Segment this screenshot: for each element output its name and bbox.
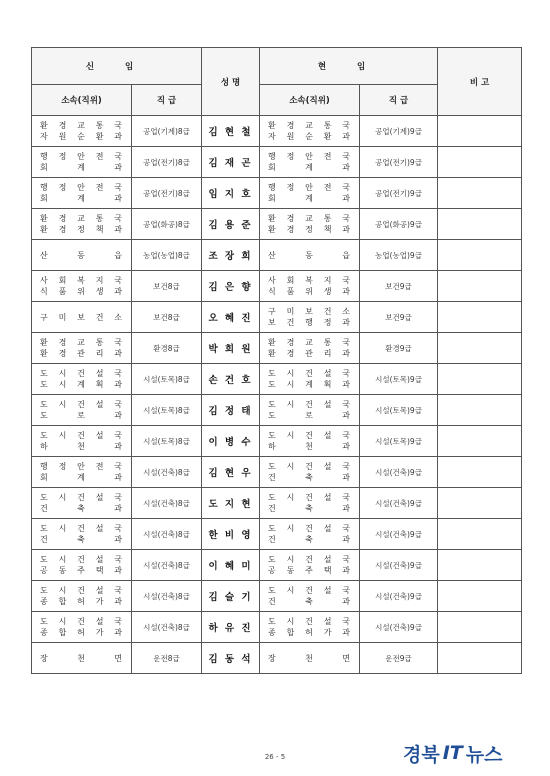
new-dept-cell-line: 장 천 면 xyxy=(40,653,123,663)
new-dept-cell-line: 행 정 안 전 국 xyxy=(40,152,123,161)
current-grade-cell: 보건9급 xyxy=(360,302,438,333)
new-grade-cell: 운전8급 xyxy=(132,643,202,674)
current-position-header: 현 임 xyxy=(260,48,438,85)
new-dept-cell-line: 도 시 건 설 국 xyxy=(40,493,123,502)
new-dept-cell xyxy=(32,550,132,581)
current-dept-cell-line: 회 계 과 xyxy=(268,163,352,172)
current-dept-cell xyxy=(260,395,360,426)
new-dept-cell-line: 식 품 위 생 과 xyxy=(40,287,123,296)
new-dept-cell-line: 사 회 복 지 국 xyxy=(40,276,123,285)
current-dept-cell-line: 환 경 교 통 국 xyxy=(268,214,352,223)
current-dept-cell xyxy=(260,612,360,643)
name-cell: 오 혜 진 xyxy=(202,302,260,333)
current-dept-cell-line: 도 시 계 획 과 xyxy=(268,380,352,389)
remark-cell xyxy=(438,147,522,178)
current-dept-cell xyxy=(260,550,360,581)
remark-cell xyxy=(438,209,522,240)
remark-cell xyxy=(438,271,522,302)
current-dept-cell-line: 환 경 교 통 국 xyxy=(268,338,352,347)
remark-cell xyxy=(438,612,522,643)
new-dept-cell xyxy=(32,116,132,147)
table-row xyxy=(32,364,522,395)
new-dept-cell-line: 환 경 교 통 국 xyxy=(40,214,123,223)
new-grade-cell: 시설(건축)8급 xyxy=(132,550,202,581)
new-position-header: 신 임 xyxy=(32,48,202,85)
new-dept-cell-line: 공 동 주 택 과 xyxy=(40,566,123,575)
new-dept-cell-line: 건 축 과 xyxy=(40,535,123,544)
remark-cell xyxy=(438,581,522,612)
current-dept-cell xyxy=(260,178,360,209)
current-grade-header: 직 급 xyxy=(360,85,438,116)
current-dept-cell xyxy=(260,364,360,395)
personnel-table xyxy=(31,47,522,674)
new-dept-cell-line: 자 원 순 환 과 xyxy=(40,132,123,141)
new-dept-cell-line: 도 시 건 설 국 xyxy=(40,400,123,409)
new-grade-cell: 보건8급 xyxy=(132,302,202,333)
new-grade-cell: 공업(화공)8급 xyxy=(132,209,202,240)
current-dept-cell xyxy=(260,426,360,457)
current-dept-cell-line: 하 천 과 xyxy=(268,442,352,451)
logo-text-right: 뉴스 xyxy=(465,743,503,766)
new-dept-cell-line: 도 시 건 설 국 xyxy=(40,369,123,378)
current-dept-cell-line: 공 동 주 택 과 xyxy=(268,566,352,575)
current-dept-cell-line: 환 경 관 리 과 xyxy=(268,349,352,358)
current-dept-cell-line: 도 시 건 설 국 xyxy=(268,555,352,564)
new-dept-cell-line: 건 축 과 xyxy=(40,504,123,513)
current-dept-cell xyxy=(260,488,360,519)
table-row xyxy=(32,240,522,271)
remark-cell xyxy=(438,240,522,271)
new-dept-cell-line: 도 시 건 설 국 xyxy=(40,431,123,440)
current-grade-cell: 공업(전기)9급 xyxy=(360,147,438,178)
current-dept-cell-line: 행 정 안 전 국 xyxy=(268,183,352,192)
current-dept-cell-line: 건 축 과 xyxy=(268,597,352,606)
current-dept-cell-line: 환 경 교 통 국 xyxy=(268,121,352,130)
name-cell: 이 혜 미 xyxy=(202,550,260,581)
table-row xyxy=(32,457,522,488)
new-dept-cell-line: 회 계 과 xyxy=(40,194,123,203)
remark-cell xyxy=(438,457,522,488)
current-dept-cell-line: 도 시 건 설 국 xyxy=(268,462,352,471)
current-grade-cell: 시설(건축)9급 xyxy=(360,457,438,488)
current-dept-cell xyxy=(260,643,360,674)
new-dept-cell-line: 도 시 건 설 국 xyxy=(40,617,123,626)
name-cell: 도 지 현 xyxy=(202,488,260,519)
table-row xyxy=(32,426,522,457)
current-dept-cell-line: 건 축 과 xyxy=(268,473,352,482)
table-row xyxy=(32,147,522,178)
name-cell: 김 동 석 xyxy=(202,643,260,674)
current-dept-cell-line: 자 원 순 환 과 xyxy=(268,132,352,141)
new-dept-cell xyxy=(32,643,132,674)
new-dept-cell-line: 도 시 건 설 국 xyxy=(40,586,123,595)
current-dept-cell-line: 보 건 행 정 과 xyxy=(268,318,352,327)
new-dept-cell-line: 환 경 관 리 과 xyxy=(40,349,123,358)
new-dept-cell-line: 도 시 건 설 국 xyxy=(40,555,123,564)
current-dept-cell-line: 건 축 과 xyxy=(268,535,352,544)
current-grade-cell: 시설(건축)9급 xyxy=(360,550,438,581)
current-grade-cell: 시설(건축)9급 xyxy=(360,519,438,550)
new-grade-cell: 공업(전기)8급 xyxy=(132,178,202,209)
remark-cell xyxy=(438,395,522,426)
new-dept-cell xyxy=(32,147,132,178)
remark-cell xyxy=(438,643,522,674)
new-dept-cell xyxy=(32,426,132,457)
current-dept-cell-line: 사 회 복 지 국 xyxy=(268,276,352,285)
current-dept-cell xyxy=(260,209,360,240)
new-dept-cell-line: 종 합 허 가 과 xyxy=(40,597,123,606)
current-dept-cell-line: 도 시 건 설 국 xyxy=(268,524,352,533)
current-grade-cell: 공업(화공)9급 xyxy=(360,209,438,240)
current-dept-cell-line: 도 시 건 설 국 xyxy=(268,617,352,626)
current-dept-cell xyxy=(260,519,360,550)
current-dept-cell xyxy=(260,116,360,147)
new-dept-cell xyxy=(32,488,132,519)
current-dept-cell xyxy=(260,457,360,488)
new-dept-cell-line: 도 로 과 xyxy=(40,411,123,420)
new-dept-cell-line: 도 시 계 획 과 xyxy=(40,380,123,389)
table-row xyxy=(32,209,522,240)
current-dept-cell-line: 도 시 건 설 국 xyxy=(268,431,352,440)
current-dept-cell xyxy=(260,240,360,271)
name-cell: 김 재 곤 xyxy=(202,147,260,178)
remark-cell xyxy=(438,302,522,333)
new-dept-cell xyxy=(32,271,132,302)
new-grade-cell: 시설(건축)8급 xyxy=(132,457,202,488)
new-grade-cell: 시설(건축)8급 xyxy=(132,612,202,643)
name-cell: 김 슬 기 xyxy=(202,581,260,612)
new-grade-cell: 시설(건축)8급 xyxy=(132,581,202,612)
current-grade-cell: 시설(토목)9급 xyxy=(360,426,438,457)
table-row xyxy=(32,116,522,147)
remarks-header: 비 고 xyxy=(438,48,522,116)
current-grade-cell: 환경9급 xyxy=(360,333,438,364)
name-cell: 김 정 태 xyxy=(202,395,260,426)
new-dept-cell xyxy=(32,302,132,333)
new-dept-cell xyxy=(32,178,132,209)
new-dept-cell-line: 도 시 건 설 국 xyxy=(40,524,123,533)
remark-cell xyxy=(438,519,522,550)
new-dept-cell xyxy=(32,209,132,240)
page-number: 26 - 5 xyxy=(264,753,286,761)
name-cell: 김 용 준 xyxy=(202,209,260,240)
current-grade-cell: 공업(기계)9급 xyxy=(360,116,438,147)
new-grade-cell: 시설(토목)8급 xyxy=(132,426,202,457)
table-row xyxy=(32,395,522,426)
current-dept-cell xyxy=(260,333,360,364)
remark-cell xyxy=(438,550,522,581)
table-body xyxy=(32,116,522,674)
current-dept-cell-line: 도 시 건 설 국 xyxy=(268,369,352,378)
table-row xyxy=(32,643,522,674)
name-cell: 손 건 호 xyxy=(202,364,260,395)
table-row xyxy=(32,612,522,643)
new-dept-header: 소속(직위) xyxy=(32,85,132,116)
new-grade-cell: 시설(토목)8급 xyxy=(132,395,202,426)
name-header: 성 명 xyxy=(202,48,260,116)
current-dept-cell xyxy=(260,147,360,178)
table-row xyxy=(32,302,522,333)
current-dept-cell-line: 건 축 과 xyxy=(268,504,352,513)
current-dept-cell-line: 행 정 안 전 국 xyxy=(268,152,352,161)
table-row xyxy=(32,550,522,581)
new-dept-cell-line: 회 계 과 xyxy=(40,473,123,482)
remark-cell xyxy=(438,364,522,395)
name-cell: 하 유 진 xyxy=(202,612,260,643)
remark-cell xyxy=(438,488,522,519)
current-grade-cell: 시설(건축)9급 xyxy=(360,488,438,519)
news-logo xyxy=(403,740,543,766)
new-dept-cell-line: 하 천 과 xyxy=(40,442,123,451)
new-grade-cell: 시설(건축)8급 xyxy=(132,519,202,550)
current-dept-cell-line: 회 계 과 xyxy=(268,194,352,203)
table-row xyxy=(32,333,522,364)
current-dept-cell-line: 구 미 보 건 소 xyxy=(268,307,352,316)
new-grade-header: 직 급 xyxy=(132,85,202,116)
current-dept-cell xyxy=(260,271,360,302)
new-dept-cell-line: 구 미 보 건 소 xyxy=(40,312,123,322)
remark-cell xyxy=(438,333,522,364)
new-dept-cell xyxy=(32,519,132,550)
current-dept-cell-line: 도 시 건 설 국 xyxy=(268,586,352,595)
logo-text-it: IT xyxy=(442,742,463,764)
new-grade-cell: 시설(건축)8급 xyxy=(132,488,202,519)
new-grade-cell: 공업(전기)8급 xyxy=(132,147,202,178)
name-cell: 조 장 희 xyxy=(202,240,260,271)
new-dept-cell-line: 환 경 교 통 국 xyxy=(40,338,123,347)
new-grade-cell: 공업(기계)8급 xyxy=(132,116,202,147)
name-cell: 김 현 철 xyxy=(202,116,260,147)
current-grade-cell: 공업(전기)9급 xyxy=(360,178,438,209)
name-cell: 한 비 영 xyxy=(202,519,260,550)
new-dept-cell xyxy=(32,457,132,488)
new-grade-cell: 보건8급 xyxy=(132,271,202,302)
name-cell: 박 희 원 xyxy=(202,333,260,364)
new-dept-cell-line: 회 계 과 xyxy=(40,163,123,172)
new-dept-cell xyxy=(32,333,132,364)
new-dept-cell-line: 행 정 안 전 국 xyxy=(40,462,123,471)
new-grade-cell: 농업(농업)8급 xyxy=(132,240,202,271)
current-dept-cell-line: 도 로 과 xyxy=(268,411,352,420)
current-grade-cell: 농업(농업)9급 xyxy=(360,240,438,271)
table-row xyxy=(32,581,522,612)
current-grade-cell: 보건9급 xyxy=(360,271,438,302)
new-dept-cell xyxy=(32,395,132,426)
new-dept-cell-line: 산 동 읍 xyxy=(40,250,123,260)
new-dept-cell-line: 종 합 허 가 과 xyxy=(40,628,123,637)
name-cell: 임 지 호 xyxy=(202,178,260,209)
remark-cell xyxy=(438,426,522,457)
current-dept-cell-line: 도 시 건 설 국 xyxy=(268,400,352,409)
current-dept-cell xyxy=(260,302,360,333)
remark-cell xyxy=(438,178,522,209)
new-grade-cell: 환경8급 xyxy=(132,333,202,364)
new-dept-cell-line: 행 정 안 전 국 xyxy=(40,183,123,192)
current-dept-cell-line: 도 시 건 설 국 xyxy=(268,493,352,502)
logo-text-left: 경북 xyxy=(403,743,440,766)
current-grade-cell: 운전9급 xyxy=(360,643,438,674)
new-dept-cell xyxy=(32,581,132,612)
name-cell: 김 현 우 xyxy=(202,457,260,488)
table-row xyxy=(32,178,522,209)
table-row xyxy=(32,488,522,519)
header-row-top xyxy=(32,48,522,85)
new-dept-cell xyxy=(32,612,132,643)
current-grade-cell: 시설(건축)9급 xyxy=(360,581,438,612)
current-dept-cell-line: 종 합 허 가 과 xyxy=(268,628,352,637)
current-grade-cell: 시설(토목)9급 xyxy=(360,395,438,426)
name-cell: 김 은 향 xyxy=(202,271,260,302)
current-dept-cell-line: 장 천 면 xyxy=(268,653,352,663)
remark-cell xyxy=(438,116,522,147)
current-grade-cell: 시설(토목)9급 xyxy=(360,364,438,395)
current-dept-cell-line: 환 경 정 책 과 xyxy=(268,225,352,234)
current-dept-cell xyxy=(260,581,360,612)
new-dept-cell xyxy=(32,240,132,271)
current-grade-cell: 시설(건축)9급 xyxy=(360,612,438,643)
table-row xyxy=(32,519,522,550)
current-dept-header: 소속(직위) xyxy=(260,85,360,116)
new-dept-cell-line: 환 경 정 책 과 xyxy=(40,225,123,234)
new-dept-cell-line: 환 경 교 통 국 xyxy=(40,121,123,130)
table-row xyxy=(32,271,522,302)
new-grade-cell: 시설(토목)8급 xyxy=(132,364,202,395)
new-dept-cell xyxy=(32,364,132,395)
current-dept-cell-line: 식 품 위 생 과 xyxy=(268,287,352,296)
name-cell: 이 병 수 xyxy=(202,426,260,457)
current-dept-cell-line: 산 동 읍 xyxy=(268,250,352,260)
